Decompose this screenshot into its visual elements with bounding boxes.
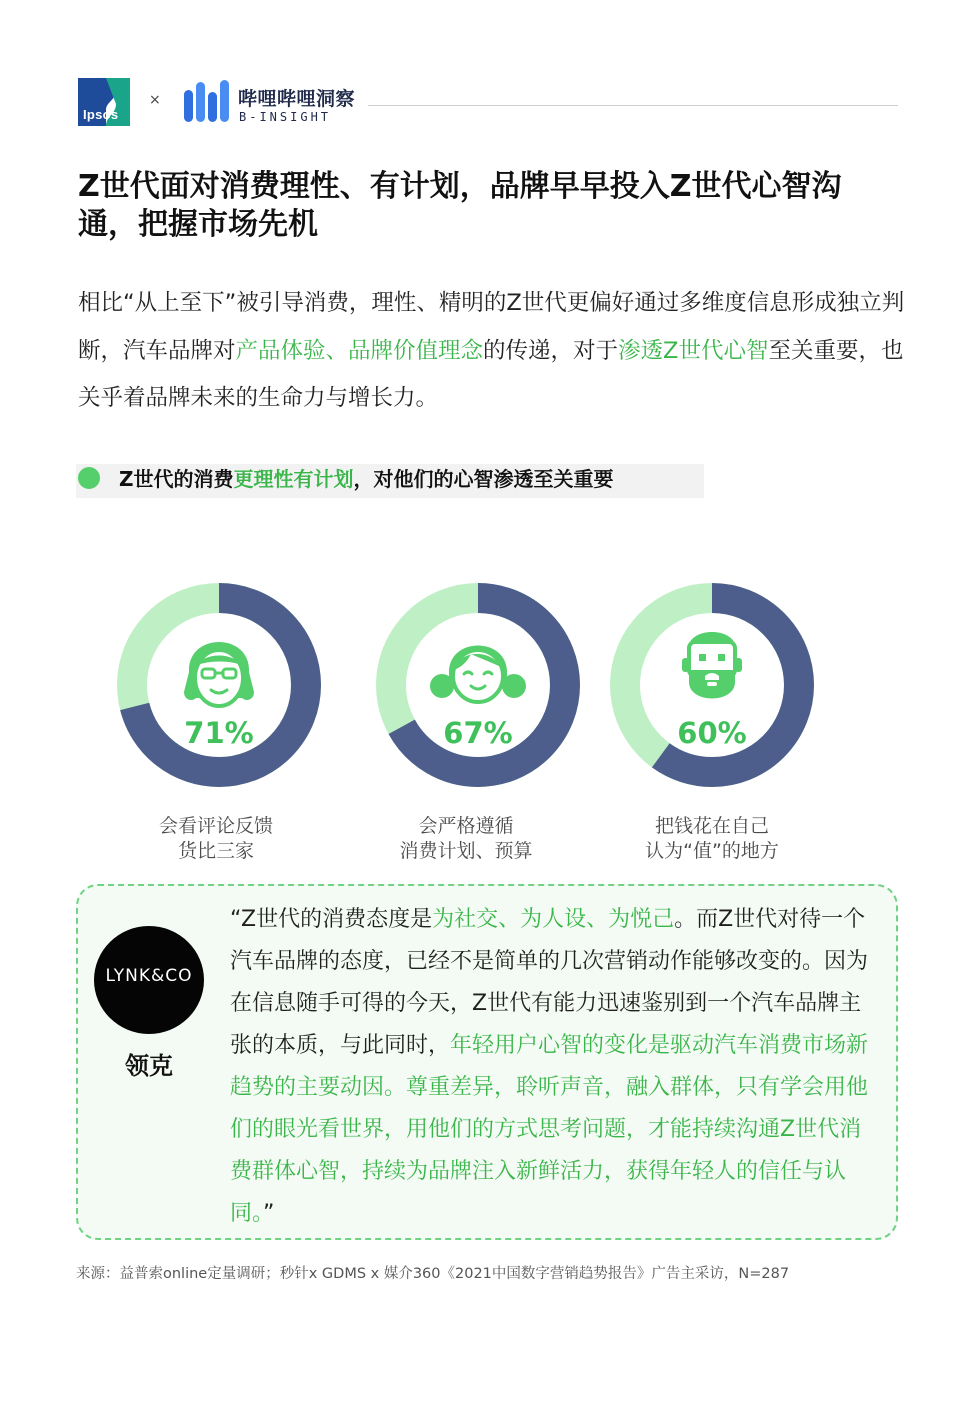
caption-line: 会看评论反馈: [158, 815, 273, 837]
intro-text-1: 相比“从上至下”被引导消费，理性、精明的Z世代更偏好通过多维度信息形成独立判断，汽车品牌对: [78, 290, 905, 364]
caption-line: 货比三家: [177, 840, 254, 862]
caption-line: 会严格遵循: [418, 815, 514, 837]
quote-highlight-1: 为社交、为人设、为悦己: [432, 907, 675, 932]
partner-name: 哔哩哔哩洞察: [238, 88, 356, 110]
quote-highlight-2: 年轻用户心智的变化是驱动汽车消费市场新趋势的主要动因。尊重差异，聆听声音，融入群体，只有学会用他们的眼光看世界，用他们的方式思考问题，才能持续沟通Z世代消费群体心智，持续为品牌注入新鲜活力，获得年轻人的信任与认同。: [230, 1033, 869, 1226]
section-title: [119, 464, 614, 494]
bearded-man-icon: [682, 632, 742, 699]
page-title: Z世代面对消费理性、有计划，品牌早早投入Z世代心智沟通，把握市场先机: [78, 169, 842, 242]
intro-paragraph: [78, 280, 908, 423]
quote-open: “Z世代的消费态度是: [230, 907, 433, 932]
brand-name: 领克: [125, 1052, 173, 1080]
quote-middle: 。而Z世代对待一个汽车品牌的态度，已经不是简单的几次营销动作能够改变的。因为在信息随手可得的今天，Z世代有能力迅速鉴别到一个汽车品牌主张的本质，与此同时，: [230, 907, 869, 1058]
intro-text-2: 的传递，对于: [483, 337, 619, 364]
quote-close: ”: [263, 1201, 275, 1226]
stat-percent: 71%: [184, 716, 254, 750]
ipsos-logo-text: Ipsos: [83, 107, 119, 122]
girl-with-glasses-icon: [184, 642, 254, 706]
section-bullet-icon: [78, 467, 100, 489]
stat-card-value: [609, 582, 815, 788]
section-title-prefix: Z世代的消费: [119, 467, 234, 491]
stat-card-reviews: [116, 582, 322, 788]
stat-caption-reviews: [86, 814, 346, 864]
section-title-suffix: ，对他们的心智渗透至关重要: [353, 467, 614, 491]
partner-subtitle: B-INSIGHT: [239, 110, 332, 124]
intro-text-3: 至关重要，也关乎着品牌未来的生命力与增长力。: [78, 337, 904, 411]
section-title-highlight: 更理性有计划: [233, 467, 354, 491]
stat-card-budget: [375, 582, 581, 788]
logo-separator: ×: [149, 92, 161, 108]
stat-caption-budget: [336, 814, 596, 864]
intro-highlight-2: 渗透Z世代心智: [618, 337, 769, 364]
caption-line: 把钱花在自己: [654, 815, 769, 837]
intro-highlight-1: 产品体验、品牌价值理念: [235, 337, 484, 364]
stat-percent: 67%: [443, 716, 513, 750]
caption-line: 消费计划、预算: [399, 840, 533, 862]
page-header: [76, 74, 898, 130]
stat-percent: 60%: [677, 716, 747, 750]
stat-caption-value: [582, 814, 842, 864]
lynk-co-logo-text: LYNK&CO: [105, 966, 193, 986]
header-divider: [368, 105, 898, 106]
ipsos-logo: [76, 76, 132, 128]
brand-quote: [230, 899, 880, 1235]
bilibili-insight-logo-icon: [183, 78, 231, 124]
source-note: 来源：益普索online定量调研；秒针x GDMS x 媒介360《2021中国数字营销趋势报告》广告主采访，N=287: [76, 1266, 790, 1282]
girl-with-pigtails-icon: [430, 646, 526, 703]
caption-line: 认为“值”的地方: [645, 840, 779, 862]
